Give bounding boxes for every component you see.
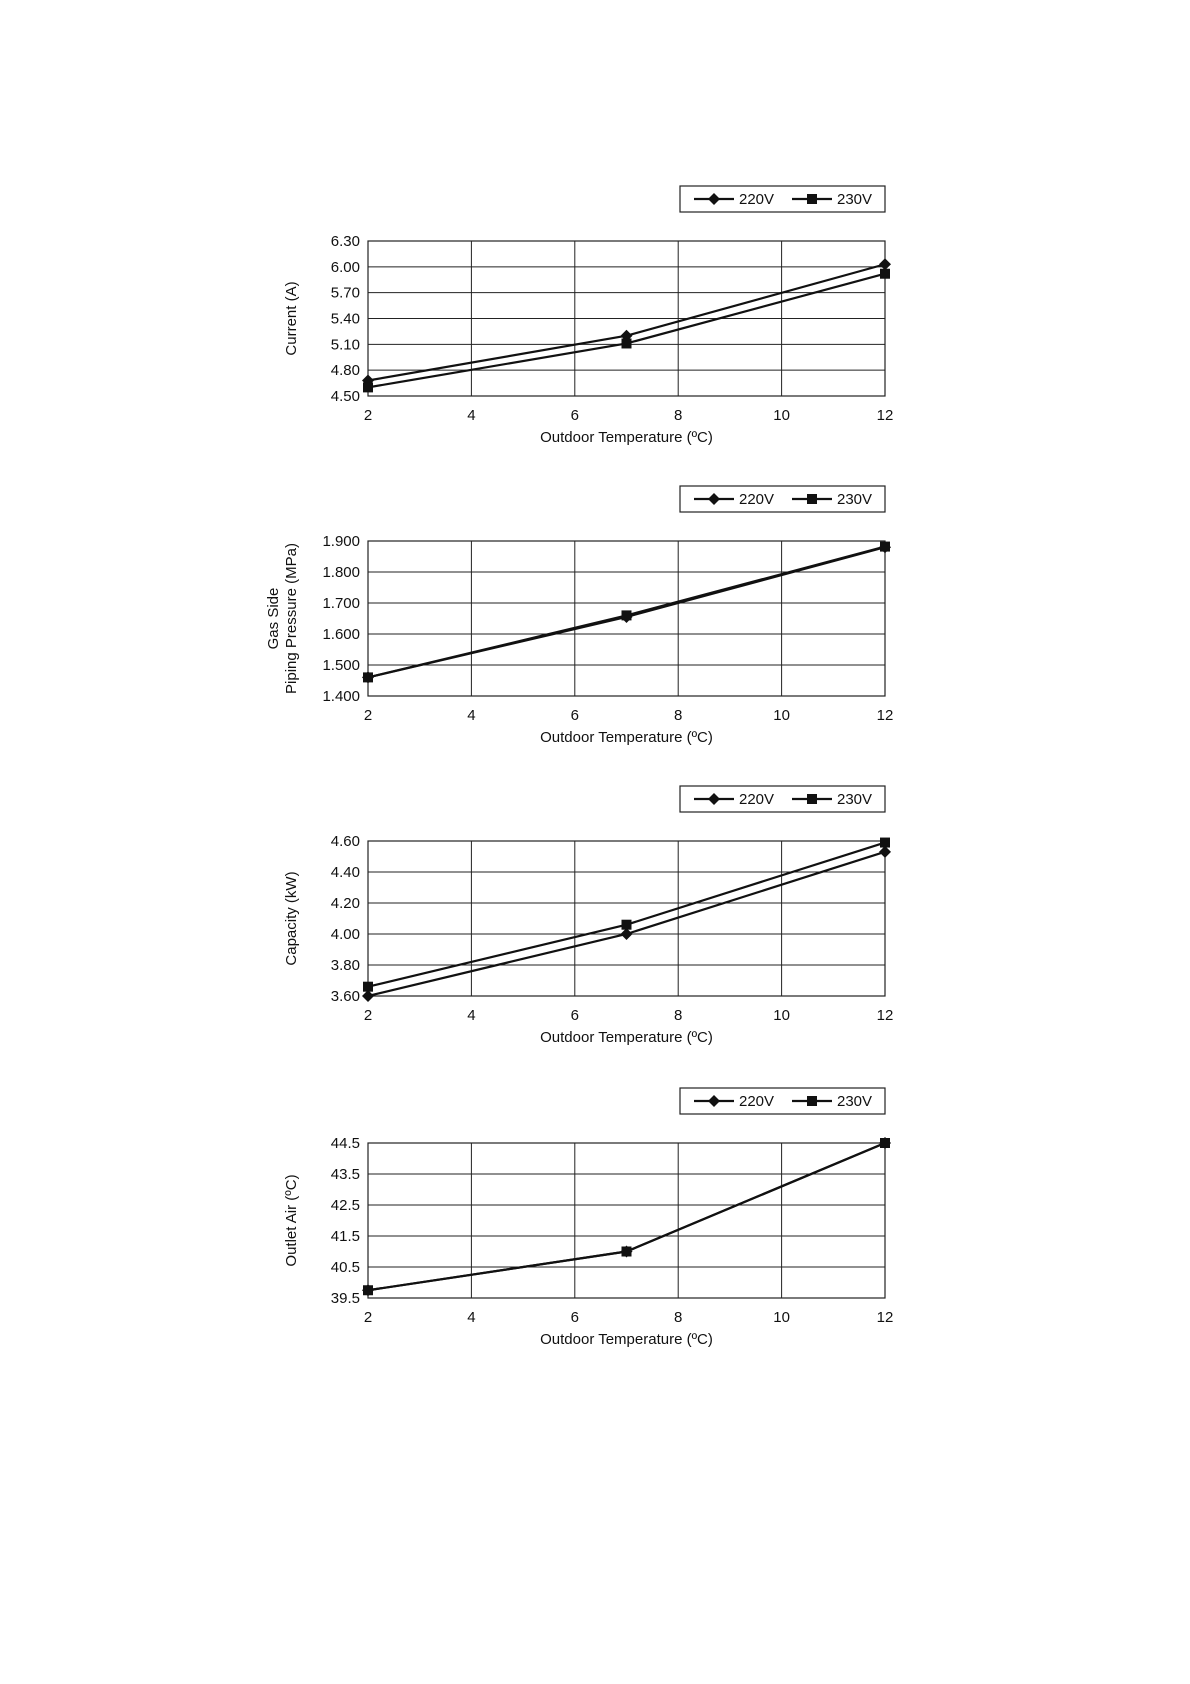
outlet-air-chart [0,1080,1190,1380]
y-axis-label: Current (A) [283,281,300,356]
data-point-230v [363,982,373,992]
y-tick-label: 1.700 [322,595,360,612]
x-axis-label: Outdoor Temperature (ºC) [540,1331,713,1348]
x-tick-label: 12 [876,707,894,724]
x-tick-label: 4 [467,707,476,724]
x-tick-label: 2 [363,707,373,724]
y-tick-label: 5.10 [330,336,360,354]
gas-pressure-chart [0,478,1190,778]
y-tick-label: 5.40 [330,310,360,328]
y-tick-label: 1.800 [322,564,360,581]
data-point-220v [362,990,374,1002]
y-tick-label: 4.20 [330,895,360,912]
x-tick-label: 2 [363,1309,373,1326]
capacity-chart [0,778,1190,1078]
y-tick-label: 43.5 [330,1166,360,1183]
data-point-230v [622,610,632,620]
x-axis-label: Outdoor Temperature (ºC) [540,429,713,446]
square-marker-icon [807,194,817,204]
y-tick-label: 4.60 [330,833,360,850]
current-chart [0,178,1190,478]
x-tick-label: 12 [876,1007,894,1024]
y-tick-label: 4.00 [330,926,360,943]
data-point-230v [363,1285,373,1295]
legend-label-220v: 220V [739,491,775,508]
data-point-230v [880,1138,890,1148]
x-tick-label: 8 [674,707,683,724]
x-tick-label: 12 [876,407,894,424]
y-tick-label: 6.30 [330,233,360,250]
data-point-230v [363,382,373,392]
y-axis-label: Capacity (kW) [283,871,300,966]
data-point-230v [622,1247,632,1257]
x-axis-label: Outdoor Temperature (ºC) [540,729,713,746]
series-line-220v [368,264,885,380]
y-axis-label: Outlet Air (ºC) [283,1174,300,1267]
data-point-230v [363,672,373,682]
x-tick-label: 10 [773,1309,790,1326]
x-tick-label: 4 [467,1007,476,1024]
y-tick-label: 1.900 [322,533,360,550]
x-tick-label: 6 [570,407,579,424]
x-tick-label: 4 [467,1309,476,1326]
y-tick-label: 6.00 [330,258,360,276]
x-tick-label: 10 [773,407,790,424]
data-point-230v [880,838,890,848]
x-tick-label: 8 [674,1309,683,1326]
square-marker-icon [807,1096,817,1106]
series-line-220v [368,1143,885,1290]
x-tick-label: 10 [773,707,790,724]
x-tick-label: 2 [363,407,373,424]
y-tick-label: 1.500 [322,657,360,674]
y-tick-label: 1.400 [322,688,360,705]
y-tick-label: 44.5 [330,1135,360,1152]
x-tick-label: 8 [674,1007,683,1024]
data-point-220v [879,846,891,858]
plot-frame [368,841,885,996]
y-tick-label: 4.40 [330,864,360,881]
legend-label-230v: 230V [837,1093,873,1110]
y-tick-label: 41.5 [330,1228,360,1245]
y-tick-label: 39.5 [330,1290,360,1307]
x-tick-label: 12 [876,1309,894,1326]
y-axis-label: Gas Side [265,587,282,650]
data-point-230v [622,338,632,348]
y-tick-label: 3.60 [330,988,360,1005]
x-tick-label: 6 [570,707,579,724]
y-axis-label: Piping Pressure (MPa) [283,543,300,694]
y-tick-label: 4.80 [330,362,360,380]
legend-label-230v: 230V [837,191,873,208]
data-point-230v [880,269,890,279]
x-tick-label: 6 [570,1309,579,1326]
legend-label-220v: 220V [739,1093,775,1110]
plot-frame [368,1143,885,1298]
series-line-230v [368,1143,885,1290]
legend-label-220v: 220V [739,791,775,808]
legend-label-230v: 230V [837,491,873,508]
legend-label-220v: 220V [739,191,775,208]
x-tick-label: 2 [363,1007,373,1024]
data-point-220v [879,258,891,270]
x-tick-label: 6 [570,1007,579,1024]
x-tick-label: 10 [773,1007,790,1024]
data-point-230v [880,542,890,552]
y-tick-label: 1.600 [322,626,360,643]
y-tick-label: 3.80 [330,957,360,974]
y-tick-label: 5.70 [330,284,360,302]
square-marker-icon [807,794,817,804]
y-tick-label: 4.50 [330,388,360,405]
x-tick-label: 4 [467,407,476,424]
data-point-230v [622,920,632,930]
square-marker-icon [807,494,817,504]
y-tick-label: 42.5 [330,1197,360,1214]
x-axis-label: Outdoor Temperature (ºC) [540,1029,713,1046]
y-tick-label: 40.5 [330,1259,360,1276]
x-tick-label: 8 [674,407,683,424]
legend-label-230v: 230V [837,791,873,808]
data-point-220v [621,928,633,940]
